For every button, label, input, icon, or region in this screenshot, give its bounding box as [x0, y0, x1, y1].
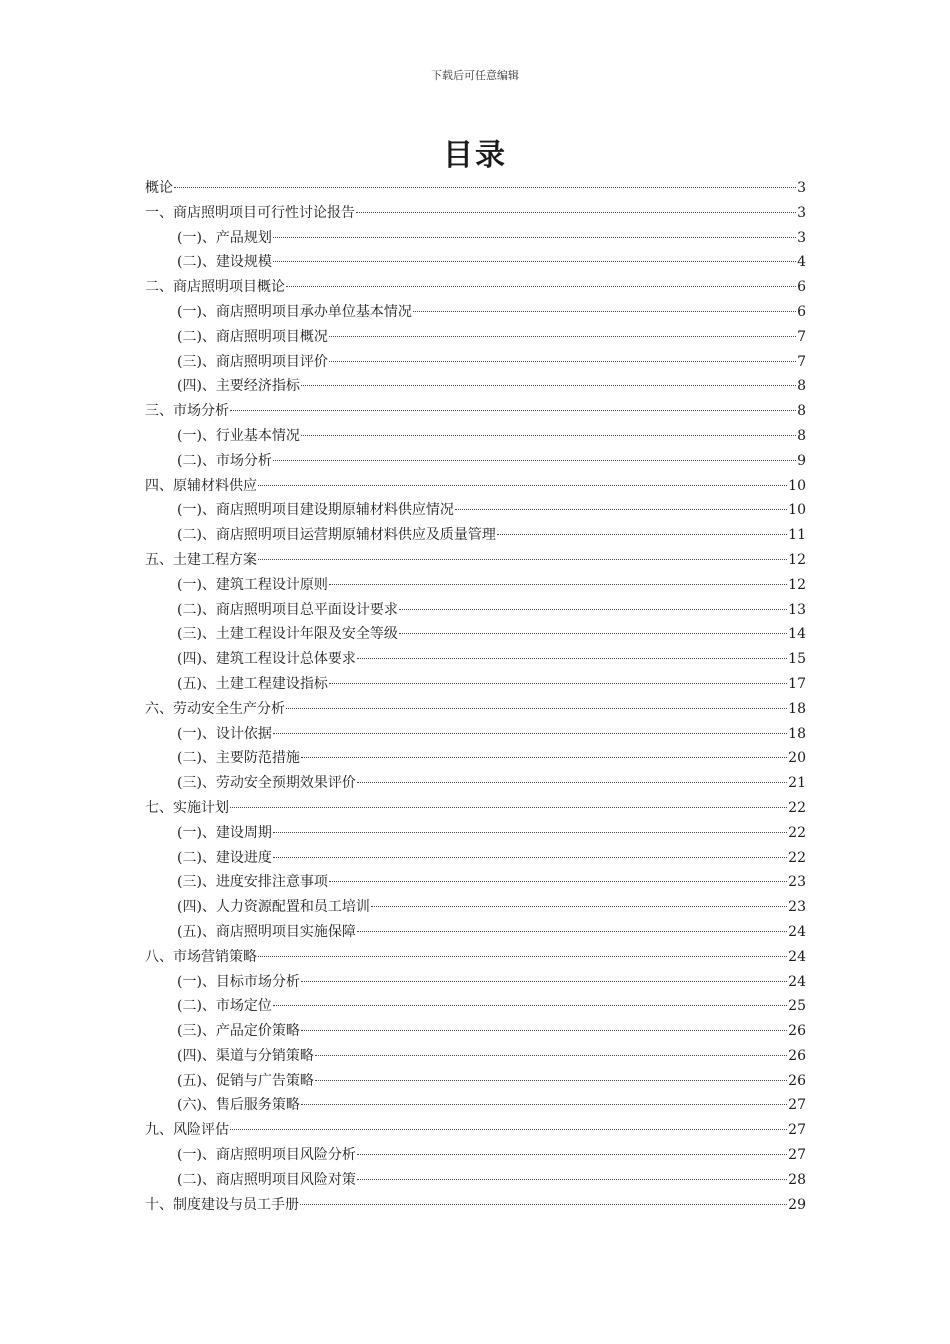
dot-leader: [357, 1179, 787, 1180]
toc-entry[interactable]: [145, 300, 806, 325]
toc-entry-label: 二、商店照明项目概论: [145, 279, 285, 296]
toc-page-number: 17: [788, 675, 806, 692]
toc-page-number: 28: [788, 1171, 806, 1188]
dot-leader: [230, 410, 796, 411]
toc-entry-label: 四、原辅材料供应: [145, 477, 257, 494]
dot-leader: [357, 1154, 787, 1155]
toc-page-number: 7: [797, 353, 806, 370]
dot-leader: [497, 534, 787, 535]
dot-leader: [301, 435, 796, 436]
toc-page-number: 27: [788, 1147, 806, 1164]
toc-entry[interactable]: [145, 449, 806, 474]
dot-leader: [357, 658, 787, 659]
toc-entry[interactable]: [145, 275, 806, 300]
toc-entry-label: 概论: [145, 180, 173, 196]
toc-entry-label: (一)、产品规划: [177, 229, 272, 246]
toc-page-number: 23: [788, 899, 806, 916]
toc-page-number: 22: [788, 849, 806, 866]
toc-entry[interactable]: [145, 176, 806, 201]
toc-entry[interactable]: [145, 870, 806, 895]
toc-page-number: 3: [797, 229, 806, 246]
toc-entry[interactable]: [145, 325, 806, 350]
dot-leader: [258, 559, 787, 560]
dot-leader: [329, 584, 787, 585]
toc-page-number: 6: [797, 303, 806, 320]
toc-entry[interactable]: [145, 399, 806, 424]
dot-leader: [315, 1055, 787, 1056]
toc-page-number: 15: [788, 651, 806, 668]
toc-entry[interactable]: [145, 647, 806, 672]
toc-entry-label: (三)、产品定价策略: [177, 1023, 300, 1040]
dot-leader: [230, 1129, 787, 1130]
dot-leader: [455, 509, 787, 510]
toc-page-number: 12: [788, 576, 806, 593]
toc-entry-label: (四)、人力资源配置和员工培训: [177, 899, 370, 916]
toc-page-number: 22: [788, 824, 806, 841]
page-header: 下载后可任意编辑: [431, 69, 519, 82]
toc-page-number: 4: [797, 254, 806, 271]
toc-entry-label: 五、土建工程方案: [145, 551, 257, 568]
toc-entry[interactable]: [145, 374, 806, 399]
toc-entry[interactable]: [145, 771, 806, 796]
toc-entry[interactable]: [145, 846, 806, 871]
toc-entry[interactable]: [145, 945, 806, 970]
toc-entry-label: (一)、商店照明项目承办单位基本情况: [177, 303, 412, 320]
toc-page-number: 27: [788, 1122, 806, 1139]
toc-page-number: 18: [788, 700, 806, 717]
toc-entry[interactable]: [145, 1093, 806, 1118]
toc-page-number: 11: [788, 527, 806, 544]
toc-entry[interactable]: [145, 895, 806, 920]
toc-page-number: 26: [788, 1023, 806, 1040]
toc-page-number: 3: [797, 204, 806, 221]
toc-entry-label: (一)、行业基本情况: [177, 427, 300, 444]
toc-entry[interactable]: [145, 1168, 806, 1193]
toc-page-number: 23: [788, 874, 806, 891]
toc-entry-label: (二)、商店照明项目风险对策: [177, 1171, 356, 1188]
toc-entry-label: (一)、设计依据: [177, 725, 272, 742]
toc-page-number: 25: [788, 998, 806, 1015]
dot-leader: [301, 981, 787, 982]
toc-entry[interactable]: [145, 920, 806, 945]
toc-entry-label: (二)、商店照明项目总平面设计要求: [177, 601, 398, 618]
toc-page-number: 21: [788, 775, 806, 792]
toc-entry-label: 一、商店照明项目可行性讨论报告: [145, 204, 355, 221]
dot-leader: [273, 460, 796, 461]
dot-leader: [258, 485, 787, 486]
toc-entry[interactable]: [145, 350, 806, 375]
dot-leader: [357, 931, 787, 932]
toc-page-number: 12: [788, 551, 806, 568]
dot-leader: [301, 757, 787, 758]
toc-page-number: 24: [788, 948, 806, 965]
toc-entry-label: (五)、土建工程建设指标: [177, 675, 328, 692]
dot-leader: [273, 261, 796, 262]
toc-entry-label: 七、实施计划: [145, 799, 229, 816]
toc-entry[interactable]: [145, 250, 806, 275]
toc-page-number: 8: [797, 403, 806, 420]
toc-page-number: 6: [797, 279, 806, 296]
toc-entry-label: (二)、商店照明项目概况: [177, 328, 328, 345]
toc-page-number: 27: [788, 1097, 806, 1114]
toc-entry-label: (二)、建设规模: [177, 254, 272, 271]
toc-entry-label: (二)、市场定位: [177, 998, 272, 1015]
toc-page-number: 29: [788, 1196, 806, 1213]
toc-entry-label: (一)、商店照明项目建设期原辅材料供应情况: [177, 502, 454, 519]
toc-entry[interactable]: [145, 821, 806, 846]
dot-leader: [301, 385, 796, 386]
toc-entry-label: (二)、市场分析: [177, 452, 272, 469]
toc-entry-label: (三)、商店照明项目评价: [177, 353, 328, 370]
toc-page-number: 7: [797, 328, 806, 345]
toc-entry-label: (三)、劳动安全预期效果评价: [177, 775, 356, 792]
toc-entry-label: (四)、渠道与分销策略: [177, 1047, 314, 1064]
dot-leader: [413, 311, 796, 312]
toc-entry-label: (三)、土建工程设计年限及安全等级: [177, 626, 398, 643]
toc-entry[interactable]: [145, 1143, 806, 1168]
dot-leader: [329, 361, 796, 362]
toc-entry[interactable]: [145, 1069, 806, 1094]
toc-entry[interactable]: [145, 672, 806, 697]
toc-page-number: 9: [797, 452, 806, 469]
dot-leader: [174, 187, 796, 188]
toc-entry[interactable]: [145, 796, 806, 821]
toc-page-number: 24: [788, 973, 806, 990]
dot-leader: [230, 807, 787, 808]
dot-leader: [371, 906, 787, 907]
toc-entry[interactable]: [145, 523, 806, 548]
dot-leader: [273, 237, 796, 238]
dot-leader: [258, 956, 787, 957]
dot-leader: [273, 733, 787, 734]
toc-entry[interactable]: [145, 474, 806, 499]
dot-leader: [329, 881, 787, 882]
toc-entry-label: (四)、建筑工程设计总体要求: [177, 651, 356, 668]
dot-leader: [357, 782, 787, 783]
dot-leader: [300, 1204, 787, 1205]
toc-entry-label: 九、风险评估: [145, 1122, 229, 1139]
toc-entry-label: 十、制度建设与员工手册: [145, 1196, 299, 1213]
toc-entry-label: (一)、建设周期: [177, 824, 272, 841]
toc-page-number: 26: [788, 1072, 806, 1089]
toc-entry-label: (二)、主要防范措施: [177, 750, 300, 767]
toc-entry[interactable]: [145, 201, 806, 226]
toc-page-number: 18: [788, 725, 806, 742]
toc-page-number: 26: [788, 1047, 806, 1064]
dot-leader: [273, 832, 787, 833]
toc-entry[interactable]: [145, 1044, 806, 1069]
toc-page-number: 8: [797, 427, 806, 444]
toc-entry-label: (二)、建设进度: [177, 849, 272, 866]
toc-entry[interactable]: [145, 498, 806, 523]
dot-leader: [329, 336, 796, 337]
table-of-contents: [145, 176, 806, 1217]
toc-entry-label: (五)、商店照明项目实施保障: [177, 923, 356, 940]
toc-entry-label: (四)、主要经济指标: [177, 378, 300, 395]
toc-entry[interactable]: [145, 548, 806, 573]
toc-entry[interactable]: [145, 697, 806, 722]
toc-entry[interactable]: [145, 746, 806, 771]
dot-leader: [273, 857, 787, 858]
toc-entry[interactable]: [145, 598, 806, 623]
toc-entry-label: (一)、建筑工程设计原则: [177, 576, 328, 593]
dot-leader: [356, 212, 796, 213]
dot-leader: [399, 633, 787, 634]
toc-entry[interactable]: [145, 424, 806, 449]
dot-leader: [286, 708, 787, 709]
toc-entry[interactable]: [145, 994, 806, 1019]
toc-entry[interactable]: [145, 573, 806, 598]
toc-page-number: 3: [797, 180, 806, 196]
toc-entry[interactable]: [145, 1019, 806, 1044]
toc-entry-label: 三、市场分析: [145, 403, 229, 420]
dot-leader: [273, 1005, 787, 1006]
toc-title: 目录: [443, 138, 507, 173]
toc-page-number: 10: [788, 502, 806, 519]
toc-entry-label: (二)、商店照明项目运营期原辅材料供应及质量管理: [177, 527, 496, 544]
toc-page-number: 8: [797, 378, 806, 395]
toc-entry-label: (一)、目标市场分析: [177, 973, 300, 990]
dot-leader: [286, 286, 796, 287]
toc-page-number: 22: [788, 799, 806, 816]
toc-page-number: 14: [788, 626, 806, 643]
toc-entry[interactable]: [145, 226, 806, 251]
toc-entry[interactable]: [145, 622, 806, 647]
dot-leader: [329, 683, 787, 684]
toc-page-number: 24: [788, 923, 806, 940]
dot-leader: [301, 1030, 787, 1031]
toc-page-number: 13: [788, 601, 806, 618]
dot-leader: [301, 1104, 787, 1105]
toc-page-number: 10: [788, 477, 806, 494]
toc-entry[interactable]: [145, 1118, 806, 1143]
dot-leader: [315, 1080, 787, 1081]
toc-page-number: 20: [788, 750, 806, 767]
toc-entry-label: (三)、进度安排注意事项: [177, 874, 328, 891]
toc-entry-label: 六、劳动安全生产分析: [145, 700, 285, 717]
dot-leader: [399, 609, 787, 610]
toc-entry[interactable]: [145, 970, 806, 995]
toc-entry[interactable]: [145, 1193, 806, 1218]
toc-entry-label: (六)、售后服务策略: [177, 1097, 300, 1114]
toc-entry-label: (一)、商店照明项目风险分析: [177, 1147, 356, 1164]
toc-entry-label: (五)、促销与广告策略: [177, 1072, 314, 1089]
toc-entry[interactable]: [145, 722, 806, 747]
toc-entry-label: 八、市场营销策略: [145, 948, 257, 965]
